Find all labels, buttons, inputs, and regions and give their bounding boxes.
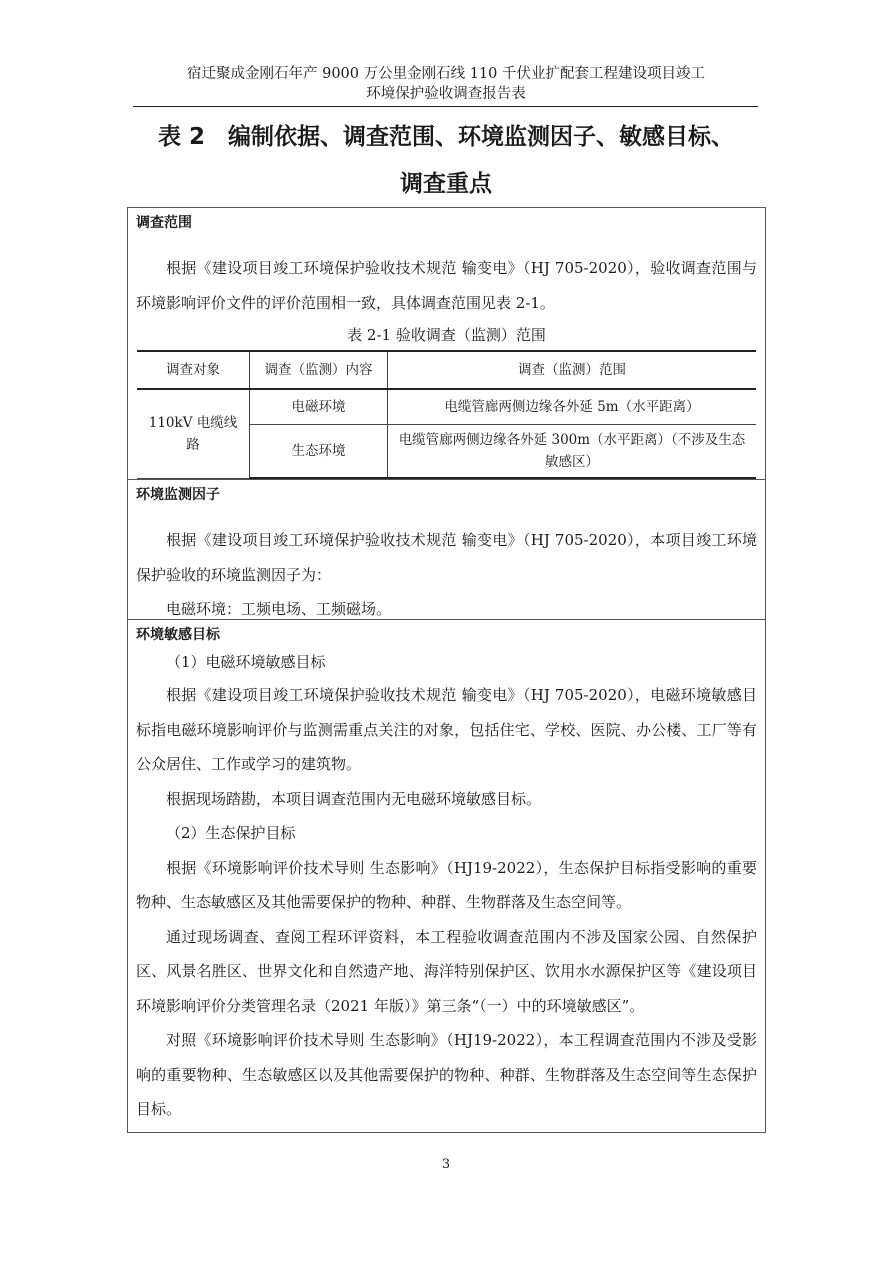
header-line-1: 宿迁聚成金刚石年产 9000 万公里金刚石线 110 千伏业扩配套工程建设项目竣工 bbox=[186, 66, 705, 82]
paragraph: 根据现场踏勘，本项目调查范围内无电磁环境敏感目标。 bbox=[166, 789, 542, 808]
col-header: 调查对象 bbox=[137, 351, 250, 389]
table-cell: 110kV 电缆线路 bbox=[137, 389, 250, 478]
section-scope bbox=[128, 208, 765, 479]
subheading: （1）电磁环境敏感目标 bbox=[166, 653, 326, 671]
table-cell: 电磁环境 bbox=[250, 389, 388, 425]
content-table bbox=[127, 207, 766, 1133]
section-targets bbox=[128, 619, 765, 1132]
table-cell: 生态环境 bbox=[250, 425, 388, 479]
table-caption: 表 2-1 验收调查（监测）范围 bbox=[347, 326, 546, 344]
table-cell: 电缆管廊两侧边缘各外延 300m（水平距离）（不涉及生态敏感区） bbox=[388, 425, 757, 479]
page-title-line-2: 调查重点 bbox=[400, 171, 492, 197]
subheading: （2）生态保护目标 bbox=[166, 824, 296, 842]
header-line-2: 环境保护验收调查报告表 bbox=[366, 86, 526, 102]
table-row bbox=[137, 389, 756, 425]
col-header: 调查（监测）范围 bbox=[388, 351, 757, 389]
paragraph: 根据《建设项目竣工环境保护验收技术规范 输变电》（HJ 705-2020），本项目竣工环境保护验收的环境监测因子为： bbox=[136, 531, 757, 584]
running-header bbox=[130, 64, 762, 104]
paragraph: 根据《环境影响评价技术导则 生态影响》（HJ19-2022），生态保护目标指受影响的重要物种、生态敏感区及其他需要保护的物种、种群、生物群落及生态空间等。 bbox=[136, 858, 757, 911]
table-cell: 电缆管廊两侧边缘各外延 5m（水平距离） bbox=[388, 389, 757, 425]
scope-paragraph: 根据《建设项目竣工环境保护验收技术规范 输变电》（HJ 705-2020），验收调查范围与环境影响评价文件的评价范围相一致，具体调查范围见表 2-1。 bbox=[136, 259, 757, 312]
section-heading: 环境敏感目标 bbox=[136, 627, 220, 643]
paragraph: 通过现场调查、查阅工程环评资料，本工程验收调查范围内不涉及国家公园、自然保护区、风景名胜区、世界文化和自然遗产地、海洋特别保护区、饮用水水源保护区等《建设项目环境影响评价分类管理名录（2021 年版）》第三条“（一）中的环境敏感区”。 bbox=[136, 927, 757, 1015]
page-number: 3 bbox=[441, 1157, 451, 1172]
section-heading: 调查范围 bbox=[136, 215, 192, 231]
paragraph: 对照《环境影响评价技术导则 生态影响》（HJ19-2022），本工程调查范围内不涉及受影响的重要物种、生态敏感区以及其他需要保护的物种、种群、生物群落及生态空间等生态保护目标。 bbox=[136, 1031, 757, 1118]
paragraph: 电磁环境：工频电场、工频磁场。 bbox=[166, 600, 392, 618]
col-header: 调查（监测）内容 bbox=[250, 351, 388, 389]
section-heading: 环境监测因子 bbox=[136, 487, 220, 503]
header-divider bbox=[133, 106, 758, 107]
scope-table bbox=[137, 350, 756, 479]
page-title-line-1: 表 2 编制依据、调查范围、环境监测因子、敏感目标、 bbox=[157, 124, 734, 150]
paragraph: 根据《建设项目竣工环境保护验收技术规范 输变电》（HJ 705-2020），电磁环境敏感目标指电磁环境影响评价与监测需重点关注的对象，包括住宅、学校、医院、办公楼、工厂等有公众居住、工作或学习的建筑物。 bbox=[136, 686, 757, 773]
section-factors bbox=[128, 479, 765, 620]
